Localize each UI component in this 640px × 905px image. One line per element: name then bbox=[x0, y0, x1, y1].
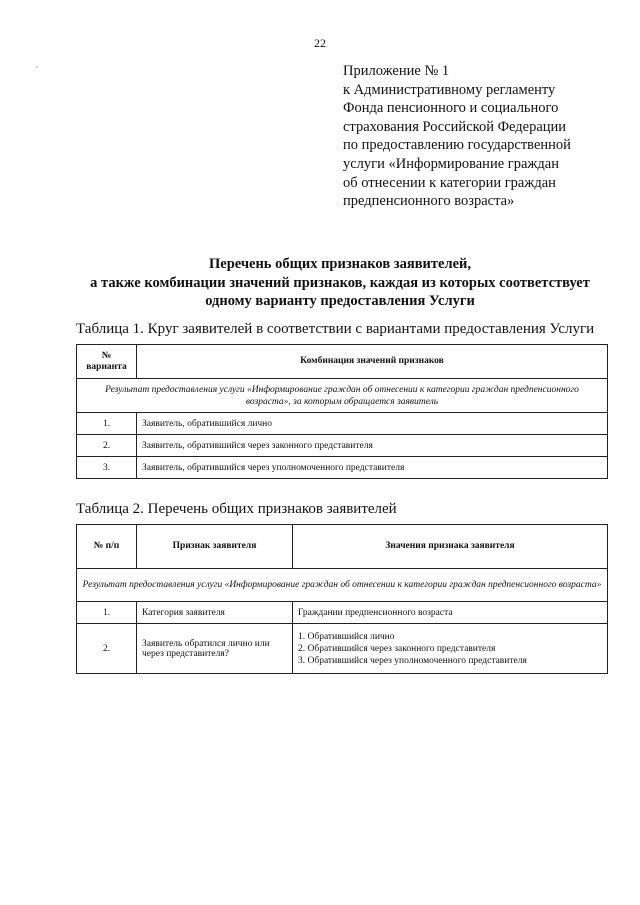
table1-caption: Таблица 1. Круг заявителей в соответствии с вариантами предоставления Услуги bbox=[76, 321, 595, 337]
row-number: 1. bbox=[77, 602, 137, 624]
row-number: 2. bbox=[77, 624, 137, 674]
result-text: Результат предоставления услуги «Информирование граждан об отнесении к категории граждан предпенсионного возраста» bbox=[77, 569, 608, 602]
document-title bbox=[40, 255, 640, 311]
appendix-line: по предоставлению государственной bbox=[343, 137, 571, 154]
appendix-line: Фонда пенсионного и социального bbox=[343, 100, 559, 117]
result-text: Результат предоставления услуги «Информирование граждан об отнесении к категории граждан предпенсионного возраста», за которым обращается заявитель bbox=[77, 379, 608, 413]
value-item: 3. Обратившийся через уполномоченного представителя bbox=[298, 655, 527, 666]
header-attribute: Признак заявителя bbox=[137, 525, 293, 569]
row-number: 1. bbox=[77, 413, 137, 435]
table-row bbox=[77, 435, 608, 457]
table2-applicant-attributes bbox=[76, 524, 608, 674]
header-combination: Комбинация значений признаков bbox=[137, 345, 608, 379]
title-line: одному варианту предоставления Услуги bbox=[205, 293, 475, 309]
appendix-line: предпенсионного возраста» bbox=[343, 193, 515, 210]
appendix-line: услуги «Информирование граждан bbox=[343, 155, 559, 172]
header-variant-number: № варианта bbox=[77, 345, 137, 379]
appendix-line: к Административному регламенту bbox=[343, 81, 556, 98]
result-row bbox=[77, 379, 608, 413]
row-text: Заявитель, обратившийся лично bbox=[137, 413, 608, 435]
row-number: 3. bbox=[77, 457, 137, 479]
row-values bbox=[293, 602, 608, 624]
title-line: Перечень общих признаков заявителей, bbox=[208, 256, 471, 272]
row-number: 2. bbox=[77, 435, 137, 457]
table2-caption: Таблица 2. Перечень общих признаков заявителей bbox=[76, 501, 397, 517]
table-header-row bbox=[77, 525, 608, 569]
table-row bbox=[77, 602, 608, 624]
row-text: Заявитель, обратившийся через уполномоченного представителя bbox=[137, 457, 608, 479]
appendix-reference bbox=[343, 62, 623, 211]
row-text: Заявитель, обратившийся через законного представителя bbox=[137, 435, 608, 457]
scan-artifact bbox=[36, 66, 38, 68]
table-row bbox=[77, 413, 608, 435]
header-attribute-values: Значения признака заявителя bbox=[293, 525, 608, 569]
table-row bbox=[77, 624, 608, 674]
title-line: а также комбинации значений признаков, каждая из которых соответствует bbox=[90, 274, 590, 291]
header-row-number: № п/п bbox=[77, 525, 137, 569]
appendix-line: страхования Российской Федерации bbox=[343, 118, 567, 135]
value-item: 2. Обратившийся через законного представителя bbox=[298, 643, 496, 654]
table1-applicant-variants bbox=[76, 344, 608, 479]
row-values bbox=[293, 624, 608, 674]
result-row bbox=[77, 569, 608, 602]
appendix-line: Приложение № 1 bbox=[343, 63, 450, 79]
table-row bbox=[77, 457, 608, 479]
row-attribute: Категория заявителя bbox=[137, 602, 293, 624]
value-item: 1. Обратившийся лично bbox=[298, 631, 395, 642]
table-header-row bbox=[77, 345, 608, 379]
page-number: 22 bbox=[314, 36, 326, 50]
appendix-line: об отнесении к категории граждан bbox=[343, 174, 556, 191]
value-item: Граждании предпенсионного возраста bbox=[298, 607, 453, 618]
row-attribute: Заявитель обратился лично или через представителя? bbox=[137, 624, 293, 674]
